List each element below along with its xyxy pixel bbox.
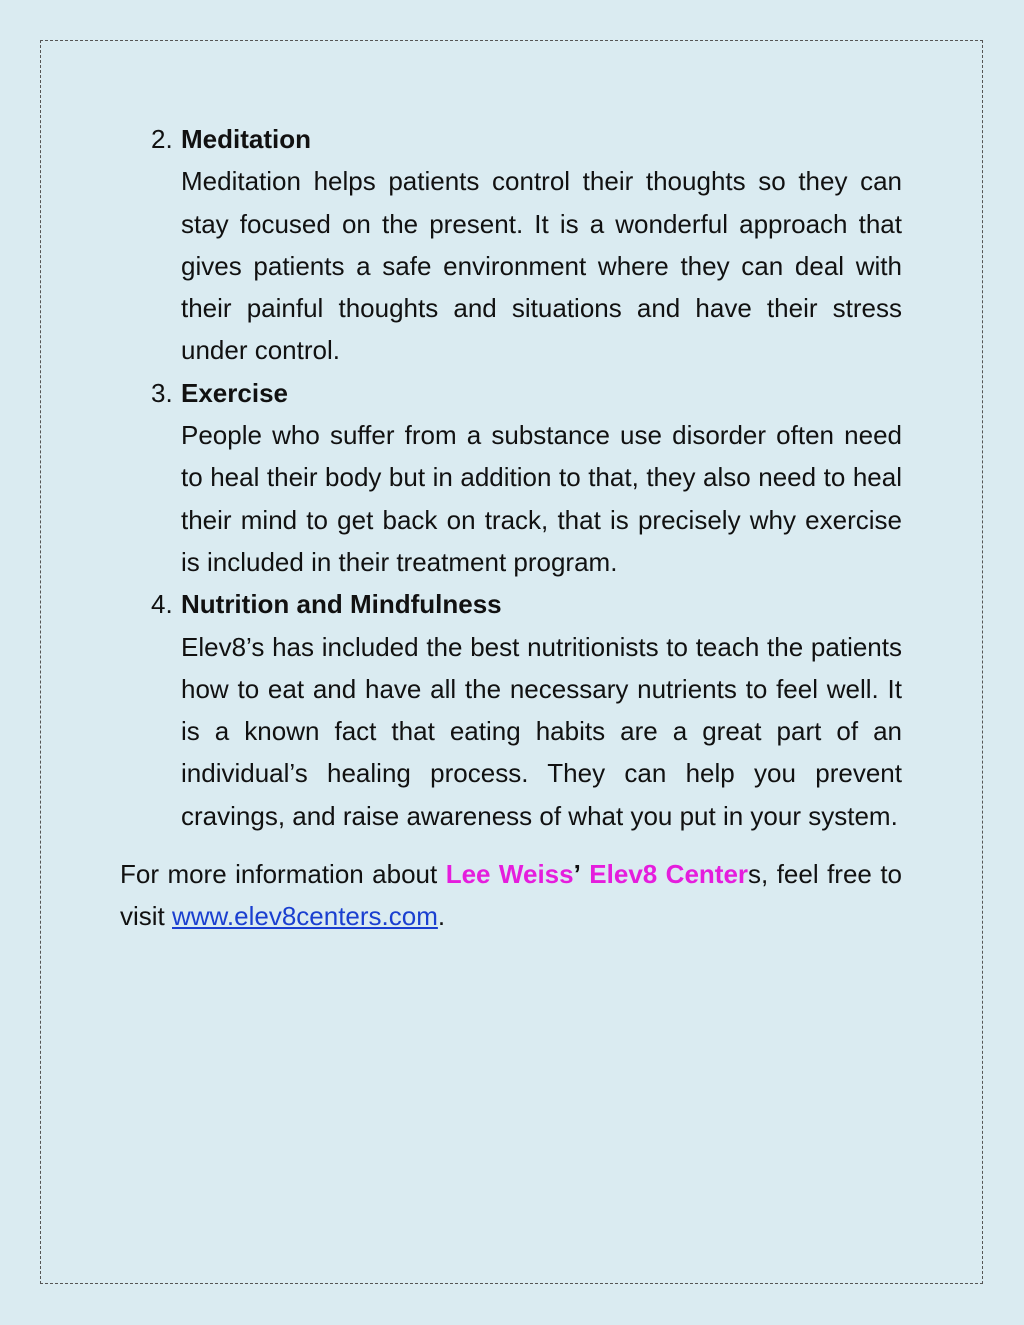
brand-name: Lee Weiss <box>445 859 574 890</box>
list-item-body: Elev8’s has included the best nutritionists to teach the patients how to eat and have all the necessary nutrients to feel well. It is a known fact that eating habits are a great part of an individual’s healing process. They can help you prevent cravings, and raise awareness of what you put in your system. <box>181 631 902 831</box>
document-content <box>120 118 902 964</box>
list-item-body: Meditation helps patients control their thoughts so they can stay focused on the present. It is a wonderful approach that gives patients a safe environment where they can deal with their painful thoughts and situations and have their stress under control. <box>181 166 902 366</box>
brand-apostrophe: ’ <box>573 859 581 890</box>
list-item-number: 3. <box>151 377 173 408</box>
list-item-title: Meditation <box>181 124 311 154</box>
list-item-title: Nutrition and Mindfulness <box>181 589 502 620</box>
closing-paragraph <box>120 853 902 938</box>
website-link[interactable]: www.elev8centers.com <box>172 901 438 932</box>
brand-center: Elev8 Center <box>589 859 749 890</box>
list-item <box>120 372 902 583</box>
list-item-body: People who suffer from a substance use disorder often need to heal their body but in addition to that, they also need to heal their mind to get back on track, that is precisely why exercise is included in their treatment program. <box>181 420 902 577</box>
closing-suffix: s, feel free to visit <box>120 859 902 932</box>
list-item <box>120 118 902 372</box>
numbered-list <box>120 118 902 837</box>
list-item-title: Exercise <box>181 377 288 408</box>
list-item-number: 2. <box>151 124 173 154</box>
closing-end: . <box>437 901 446 932</box>
closing-prefix: For more information about <box>120 859 446 890</box>
list-item-number: 4. <box>151 589 173 620</box>
list-item <box>120 583 902 837</box>
